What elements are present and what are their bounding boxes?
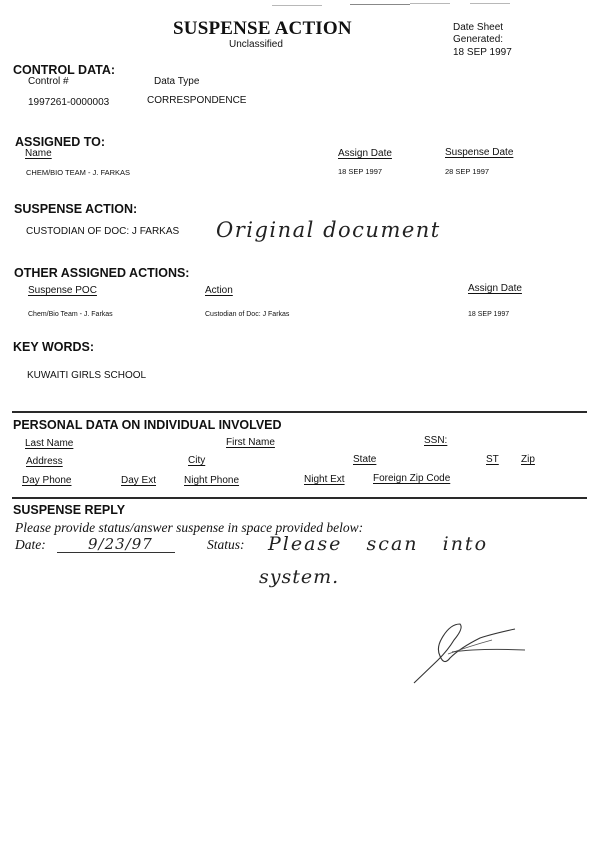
action-column-header: Action: [205, 285, 233, 296]
first-name-label: First Name: [226, 437, 275, 448]
other-poc-value: Chem/Bio Team - J. Farkas: [28, 311, 113, 318]
generated-label: Generated:: [453, 34, 504, 45]
section-divider: [12, 497, 587, 499]
scan-artifact: [272, 5, 322, 6]
personal-data-heading: PERSONAL DATA ON INDIVIDUAL INVOLVED: [13, 418, 282, 432]
date-generated-value: 18 SEP 1997: [453, 47, 512, 58]
other-assign-date-column-header: Assign Date: [468, 283, 522, 294]
key-words-heading: KEY WORDS:: [13, 340, 95, 354]
assign-date-column-header: Assign Date: [338, 148, 392, 159]
suspense-action-value: CUSTODIAN OF DOC: J FARKAS: [26, 226, 180, 237]
data-type-label: Data Type: [154, 76, 200, 87]
name-column-header: Name: [25, 148, 52, 159]
assigned-to-heading: ASSIGNED TO:: [15, 135, 106, 149]
state-label: State: [353, 454, 377, 465]
day-phone-label: Day Phone: [22, 475, 72, 486]
zip-label: Zip: [521, 454, 535, 465]
reply-date-label: Date:: [15, 537, 46, 552]
data-type-value: CORRESPONDENCE: [147, 95, 247, 106]
scan-artifact: [350, 4, 410, 5]
other-action-value: Custodian of Doc: J Farkas: [205, 311, 290, 318]
reply-instruction: Please provide status/answer suspense in space provided below:: [15, 520, 364, 535]
classification-label: Unclassified: [229, 39, 283, 50]
page-title: SUSPENSE ACTION: [173, 18, 352, 39]
assigned-assign-date-value: 18 SEP 1997: [338, 167, 383, 176]
foreign-zip-code-label: Foreign Zip Code: [373, 473, 451, 484]
date-sheet-label: Date Sheet: [453, 22, 504, 33]
control-number-value: 1997261-0000003: [28, 97, 110, 108]
suspense-action-heading: SUSPENSE ACTION:: [14, 202, 138, 216]
night-phone-label: Night Phone: [184, 475, 240, 486]
section-divider: [12, 411, 587, 413]
reply-status-label: Status:: [207, 537, 245, 552]
ssn-label: SSN:: [424, 435, 448, 446]
other-assign-date-value: 18 SEP 1997: [468, 311, 510, 318]
last-name-label: Last Name: [25, 438, 74, 449]
reply-status-line1[interactable]: Please scan into: [268, 533, 489, 555]
assigned-name-value: CHEM/BIO TEAM - J. FARKAS: [26, 168, 131, 177]
reply-date-value[interactable]: 9/23/97: [88, 535, 153, 553]
other-assigned-actions-heading: OTHER ASSIGNED ACTIONS:: [14, 266, 190, 280]
assigned-suspense-date-value: 28 SEP 1997: [445, 167, 490, 176]
suspense-date-column-header: Suspense Date: [445, 147, 514, 158]
city-label: City: [188, 455, 206, 466]
key-words-value: KUWAITI GIRLS SCHOOL: [27, 370, 147, 381]
night-ext-label: Night Ext: [304, 474, 345, 485]
suspense-reply-heading: SUSPENSE REPLY: [13, 503, 126, 517]
handwritten-note-original-document: Original document: [216, 218, 441, 242]
suspense-poc-column-header: Suspense POC: [28, 285, 97, 296]
scan-artifact: [470, 3, 510, 4]
st-label: ST: [486, 454, 499, 465]
scan-artifact: [410, 3, 450, 4]
control-number-label: Control #: [28, 76, 69, 87]
control-data-heading: CONTROL DATA:: [13, 63, 116, 77]
reply-status-line2[interactable]: system.: [259, 566, 340, 588]
address-label: Address: [26, 456, 63, 467]
day-ext-label: Day Ext: [121, 475, 157, 486]
signature: [380, 610, 540, 700]
